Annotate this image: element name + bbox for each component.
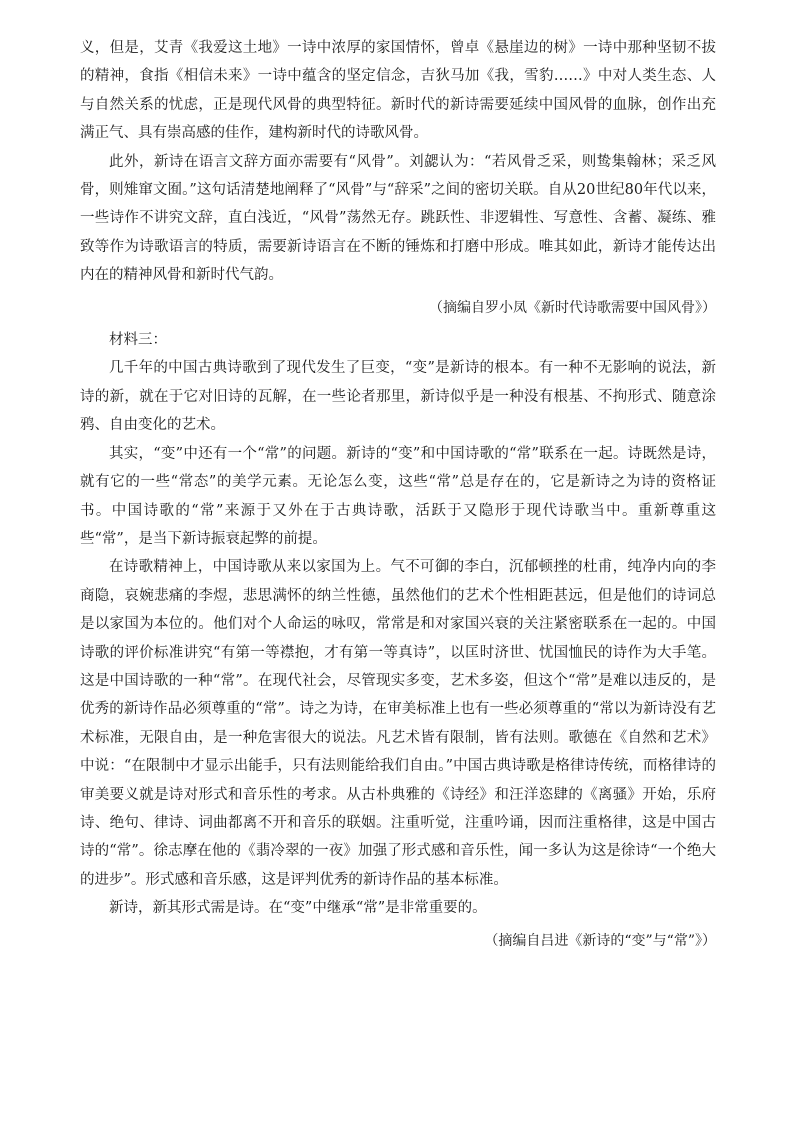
document-page bbox=[80, 34, 716, 959]
material3-paragraph-4: 新诗，新其形式需是诗。在“变”中继承“常”是非常重要的。 bbox=[109, 900, 487, 917]
material3-paragraph-2: 其实，“变”中还有一个“常”的问题。新诗的“变”和中国诗歌的“常”联系在一起。诗既然是诗，就有它的一些“常态”的美学元素。无论怎么变，这些“常”总是存在的，它是新诗之为诗的资格证书。中国诗歌的“常”来源于又外在于古典诗歌，活跃于又隐形于现代诗歌当中。重新尊重这些“常”，是当下新诗振衰起弊的前提。 bbox=[80, 445, 716, 547]
material3-paragraph-1: 几千年的中国古典诗歌到了现代发生了巨变，“变”是新诗的根本。有一种不无影响的说法，新诗的新，就在于它对旧诗的瓦解，在一些论者那里，新诗似乎是一种没有根基、不拘形式、随意涂鸦、自由变化的艺术。 bbox=[80, 360, 716, 434]
material3-label: 材料三： bbox=[109, 332, 167, 349]
material2-paragraph-language: 此外，新诗在语言文辞方面亦需要有“风骨”。刘勰认为：“若风骨乏采，则鸷集翰林；采乏风骨，则雉窜文囿。”这句话清楚地阐释了“风骨”与“辞采”之间的密切关联。自从20世纪80年代以来，一些诗作不讲究文辞，直白浅近，“风骨”荡然无存。跳跃性、非逻辑性、写意性、含蓄、凝练、雅致等作为诗歌语言的特质，需要新诗语言在不断的锤炼和打磨中形成。唯其如此，新诗才能传达出内在的精神风骨和新时代气韵。 bbox=[80, 153, 716, 284]
material3-paragraph-3: 在诗歌精神上，中国诗歌从来以家国为上。气不可御的李白，沉郁顿挫的杜甫，纯净内向的李商隐，哀婉悲痛的李煜，悲思满怀的纳兰性德，虽然他们的艺术个性相距甚远，但是他们的诗词总是以家国为本位的。他们对个人命运的咏叹，常常是和对家国兴衰的关注紧密联系在一起的。中国诗歌的评价标准讲究“有第一等襟抱，才有第一等真诗”，以匡时济世、忧国恤民的诗作为大手笔。这是中国诗歌的一种“常”。在现代社会，尽管现实多变，艺术多姿，但这个“常”是难以违反的，是优秀的新诗作品必须尊重的“常”。诗之为诗，在审美标准上也有一些必须尊重的“常以为新诗没有艺术标准，无限自由，是一种危害很大的说法。凡艺术皆有限制，皆有法则。歌德在《自然和艺术》中说：“在限制中才显示出能手，只有法则能给我们自由。”中国古典诗歌是格律诗传统，而格律诗的审美要义就是诗对形式和音乐性的考求。从古朴典雅的《诗经》和汪洋恣肆的《离骚》开始，乐府诗、绝句、律诗、词曲都离不开和音乐的联姻。注重听觉，注重吟诵，因而注重格律，这是中国古诗的“常”。徐志摩在他的《翡冷翠的一夜》加强了形式感和音乐性，闻一多认为这是徐诗“一个绝大的进步”。形式感和音乐感，这是评判优秀的新诗作品的基本标准。 bbox=[80, 559, 716, 888]
material2-paragraph-continued: 义，但是，艾青《我爱这土地》一诗中浓厚的家国情怀，曾卓《悬崖边的树》一诗中那种坚韧不拔的精神，食指《相信未来》一诗中蕴含的坚定信念，吉狄马加《我，雪豹……》中对人类生态、人与自然关系的忧虑，正是现代风骨的典型特征。新时代的新诗需要延续中国风骨的血脉，创作出充满正气、具有崇高感的佳作，建构新时代的诗歌风骨。 bbox=[80, 40, 716, 142]
material3-source: （摘编自吕进《新诗的“变”与“常”》） bbox=[484, 932, 716, 949]
material2-source: （摘编自罗小凤《新时代诗歌需要中国风骨》） bbox=[429, 299, 716, 316]
